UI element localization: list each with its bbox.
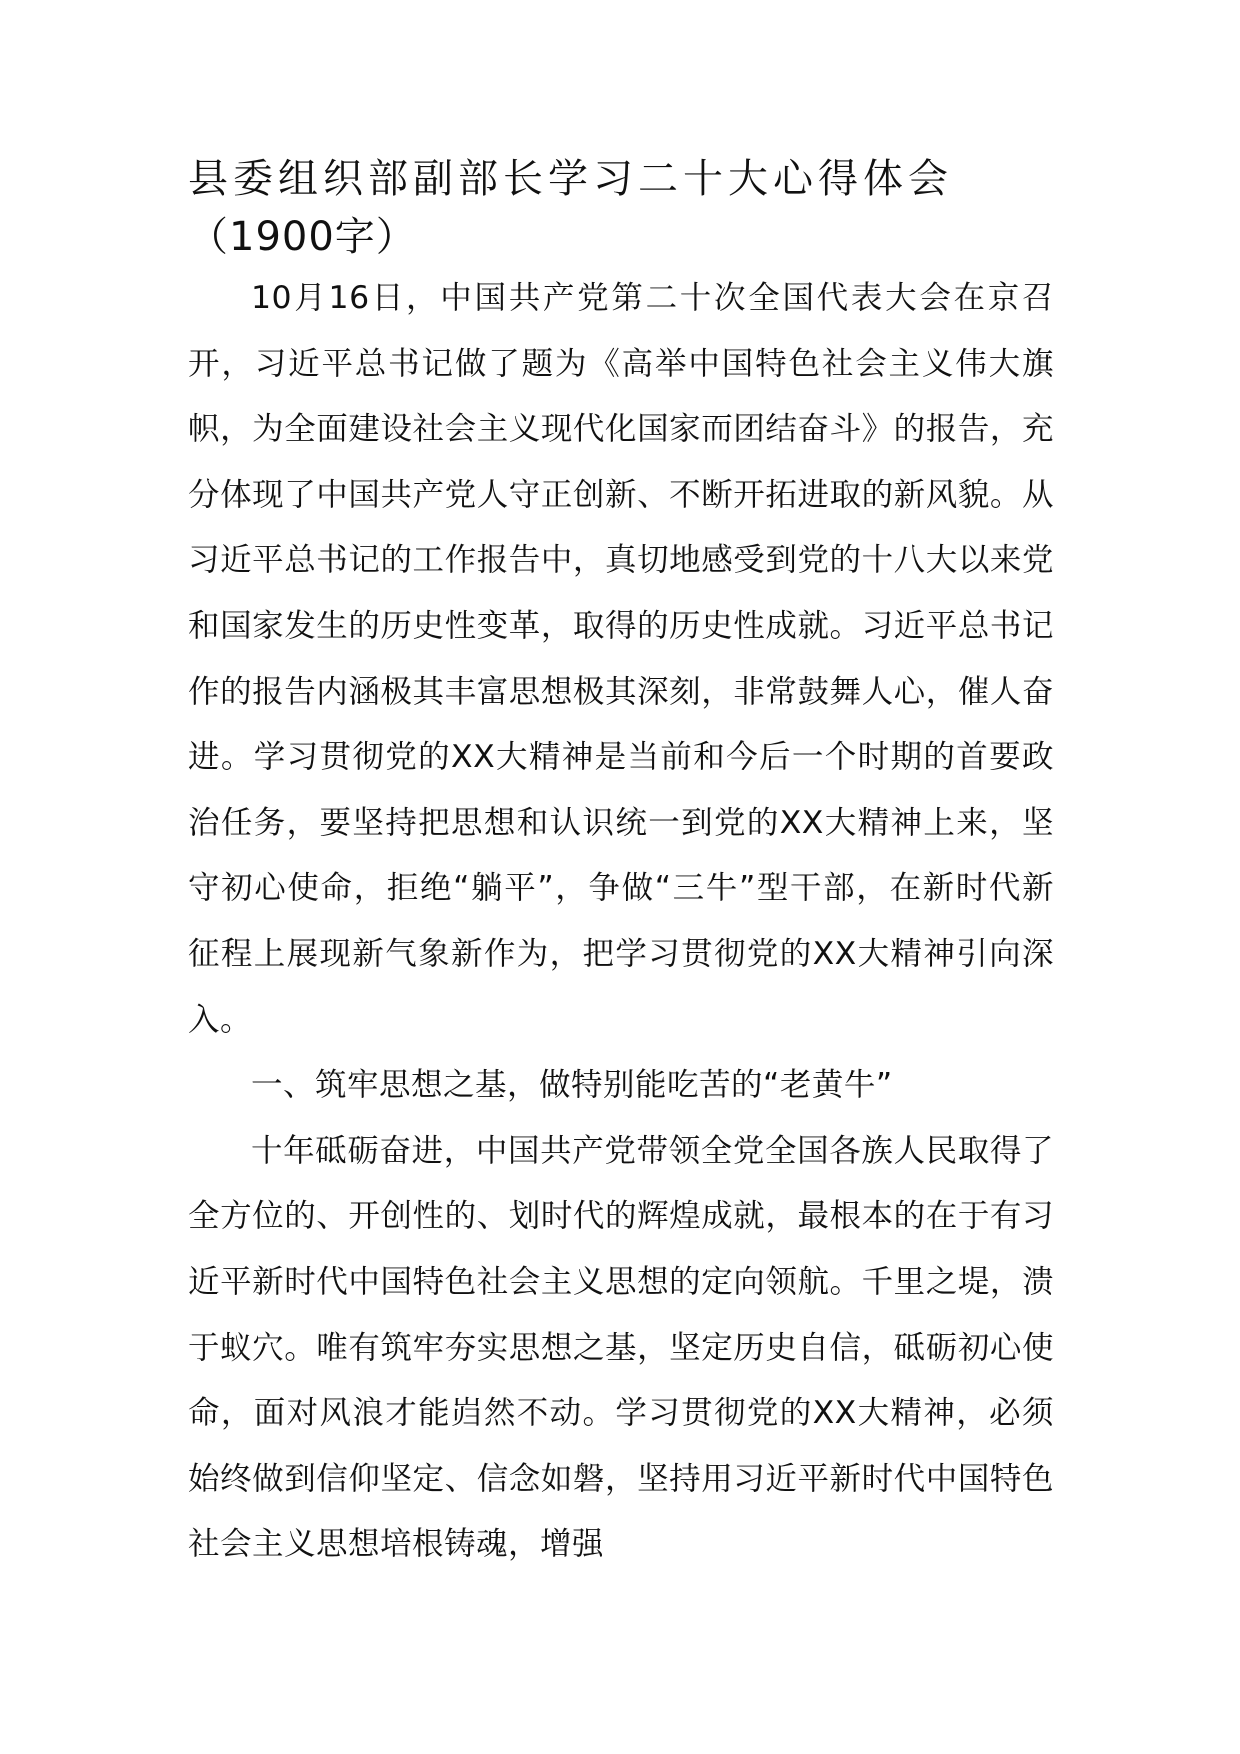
title-main: 县委组织部副部长学习二十大心得体会 (188, 156, 953, 202)
section-heading-1: 一、筑牢思想之基，做特别能吃苦的“老黄牛” (251, 1067, 893, 1104)
document-page (188, 150, 1054, 1578)
title-word-count: （1900字） (188, 214, 417, 260)
section-1-paragraph: 十年砥砺奋进，中国共产党带领全党全国各族人民取得了全方位的、开创性的、划时代的辉煌成就，最根本的在于有习近平新时代中国特色社会主义思想的定向领航。千里之堤，溃于蚁穴。唯有筑牢夯实思想之基，坚定历史自信，砥砺初心使命，面对风浪才能岿然不动。学习贯彻党的XX大精神，必须始终做到信仰坚定、信念如磐，坚持用习近平新时代中国特色社会主义思想培根铸魂，增强 (188, 1132, 1054, 1563)
document-title (188, 150, 1054, 266)
intro-paragraph: 10月16日，中国共产党第二十次全国代表大会在京召开，习近平总书记做了题为《高举中国特色社会主义伟大旗帜，为全面建设社会主义现代化国家而团结奋斗》的报告，充分体现了中国共产党人守正创新、不断开拓进取的新风貌。从习近平总书记的工作报告中，真切地感受到党的十八大以来党和国家发生的历史性变革，取得的历史性成就。习近平总书记作的报告内涵极其丰富思想极其深刻，非常鼓舞人心，催人奋进。学习贯彻党的XX大精神是当前和今后一个时期的首要政治任务，要坚持把思想和认识统一到党的XX大精神上来，坚守初心使命，拒绝“躺平”，争做“三牛”型干部，在新时代新征程上展现新气象新作为，把学习贯彻党的XX大精神引向深入。 (188, 280, 1054, 1038)
